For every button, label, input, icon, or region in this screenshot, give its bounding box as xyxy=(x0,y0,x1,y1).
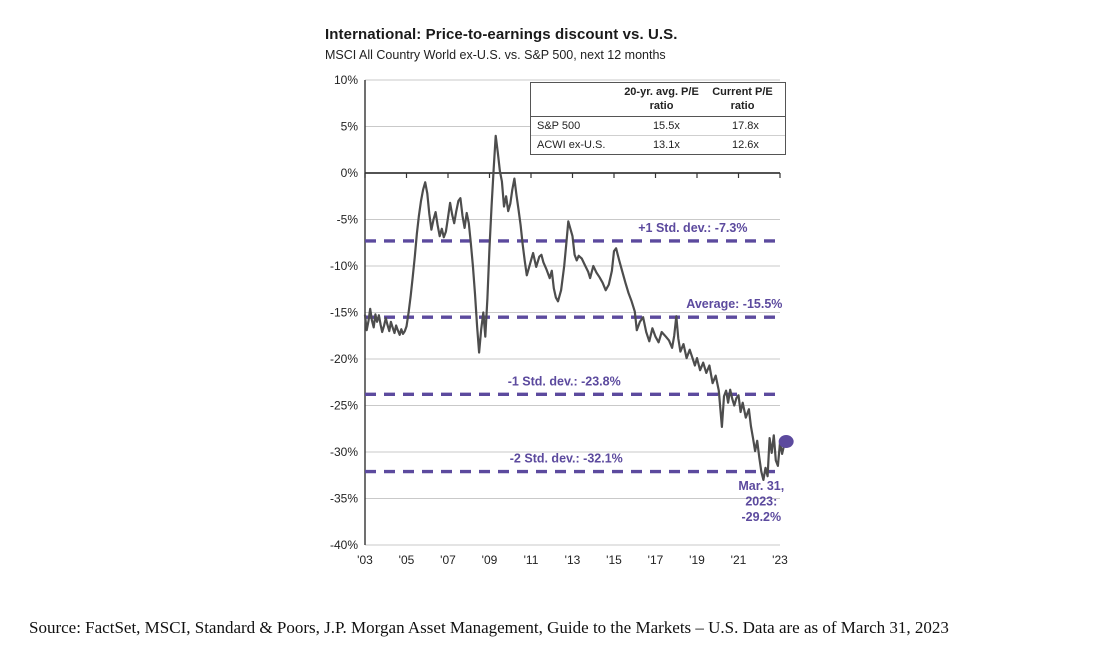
pe-table-col-avg xyxy=(621,83,702,116)
pe-table-header-spacer xyxy=(531,83,621,116)
x-axis-tick-label: '15 xyxy=(606,553,622,567)
x-axis-tick-label: '05 xyxy=(398,553,415,567)
chart-subtitle: MSCI All Country World ex-U.S. vs. S&P 500, next 12 months xyxy=(325,48,666,62)
x-axis-tick-label: '21 xyxy=(730,553,747,567)
pe-table-header xyxy=(531,83,785,117)
source-attribution: Source: FactSet, MSCI, Standard & Poors, J.P. Morgan Asset Management, Guide to the Markets – U.S. Data are as of March 31, 2023 xyxy=(29,618,949,637)
pe-row-acwi-avg: 13.1x xyxy=(652,138,680,151)
endpoint-annotation-line: -29.2% xyxy=(741,510,782,524)
y-axis-tick-label: -35% xyxy=(330,491,358,506)
y-axis-tick-label: -20% xyxy=(330,352,358,366)
y-axis-tick-label: -10% xyxy=(330,259,358,273)
endpoint-marker xyxy=(779,435,794,448)
pe-row-acwi-label: ACWI ex-U.S. xyxy=(537,138,606,151)
pe-table-col-current-line1: Current P/E xyxy=(712,86,773,98)
x-axis-tick-label: '07 xyxy=(440,553,456,567)
endpoint-annotation-line: Mar. 31, xyxy=(738,479,785,493)
y-axis-tick-label: -30% xyxy=(330,445,358,459)
y-axis-tick-label: 0% xyxy=(340,166,358,180)
y-axis-tick-label: -15% xyxy=(330,305,358,320)
y-axis-tick-label: 5% xyxy=(340,119,358,134)
x-axis-tick-label: '11 xyxy=(523,553,539,567)
table-row xyxy=(531,135,785,154)
plus-1-std-dev-label: +1 Std. dev.: -7.3% xyxy=(638,220,748,235)
x-axis-tick-label: '09 xyxy=(481,553,498,567)
pe-row-sp500-current: 17.8x xyxy=(732,119,759,132)
y-axis-tick-label: -5% xyxy=(336,212,358,227)
x-axis-tick-label: '17 xyxy=(647,553,664,567)
y-axis-tick-label: -25% xyxy=(330,398,358,413)
endpoint-annotation-line: 2023: xyxy=(745,494,778,509)
y-axis-tick-label: -40% xyxy=(330,538,358,552)
pe-table-col-current xyxy=(702,83,783,116)
pe-ratio-table xyxy=(530,82,786,155)
table-row xyxy=(531,117,785,135)
minus-2-std-dev-label: -2 Std. dev.: -32.1% xyxy=(509,451,623,466)
average-label: Average: -15.5% xyxy=(686,297,783,312)
minus-1-std-dev-label: -1 Std. dev.: -23.8% xyxy=(507,374,621,389)
pe-table-col-avg-line2: ratio xyxy=(649,99,674,112)
x-axis-tick-label: '19 xyxy=(689,553,705,567)
chart-title: International: Price-to-earnings discount vs. U.S. xyxy=(325,26,678,43)
y-axis-tick-label: 10% xyxy=(333,73,358,87)
pe-row-acwi-current: 12.6x xyxy=(732,138,759,151)
pe-table-col-current-line2: ratio xyxy=(730,99,755,112)
pe-row-sp500-label: S&P 500 xyxy=(537,119,581,132)
x-axis-tick-label: '23 xyxy=(772,553,788,567)
x-axis-tick-label: '03 xyxy=(357,553,373,567)
pe-table-col-avg-line1: 20-yr. avg. P/E xyxy=(624,86,699,98)
x-axis-tick-label: '13 xyxy=(564,553,581,567)
pe-row-sp500-avg: 15.5x xyxy=(652,119,680,132)
